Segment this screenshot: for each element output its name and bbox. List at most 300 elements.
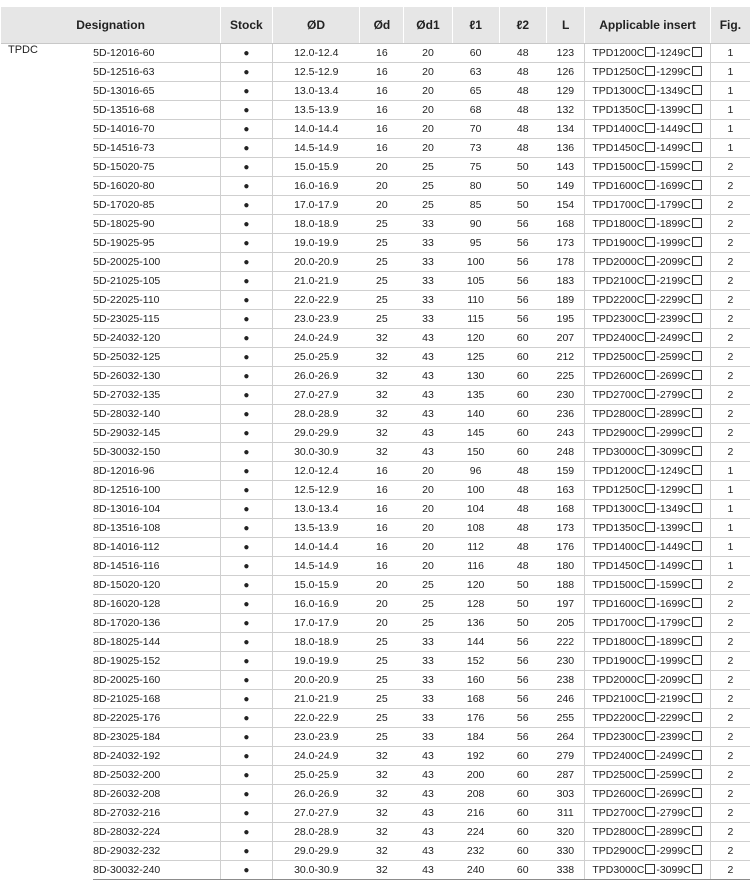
insert-grade-placeholder-icon (645, 598, 655, 608)
stock-indicator: ● (221, 557, 272, 576)
applicable-insert-cell (585, 633, 710, 652)
bore-diameter-cell: 20.0-20.9 (272, 671, 360, 690)
bore-diameter-cell: 14.0-14.4 (272, 538, 360, 557)
insert-code-start: TPD2800C (592, 826, 645, 838)
insert-code-end: -1899C (656, 218, 691, 230)
overall-length-cell: 134 (546, 120, 585, 139)
designation-cell: 8D-14516-116 (93, 557, 221, 576)
bore-diameter-cell: 14.5-14.9 (272, 557, 360, 576)
insert-grade-placeholder-icon (645, 617, 655, 627)
table-row (1, 348, 750, 367)
designation-cell: 8D-25032-200 (93, 766, 221, 785)
designation-cell: 5D-25032-125 (93, 348, 221, 367)
designation-cell: 8D-18025-144 (93, 633, 221, 652)
overall-length-cell: 183 (546, 272, 585, 291)
length-l1-cell: 216 (452, 804, 499, 823)
applicable-insert-cell (585, 120, 710, 139)
designation-cell: 5D-21025-105 (93, 272, 221, 291)
overall-length-cell: 132 (546, 101, 585, 120)
table-row (1, 557, 750, 576)
neck-diameter-cell: 33 (404, 728, 452, 747)
header-designation: Designation (1, 7, 221, 44)
length-l1-cell: 224 (452, 823, 499, 842)
shank-diameter-cell: 20 (360, 614, 404, 633)
neck-diameter-cell: 20 (404, 44, 452, 63)
bore-diameter-cell: 15.0-15.9 (272, 158, 360, 177)
overall-length-cell: 168 (546, 215, 585, 234)
header-length-l2: ℓ2 (499, 7, 546, 44)
stock-indicator: ● (221, 177, 272, 196)
insert-code-end: -1449C (656, 541, 691, 553)
stock-indicator: ● (221, 310, 272, 329)
insert-code-end: -1599C (656, 579, 691, 591)
insert-grade-placeholder-icon (645, 788, 655, 798)
insert-grade-placeholder-icon (645, 275, 655, 285)
insert-grade-placeholder-icon (692, 199, 702, 209)
neck-diameter-cell: 20 (404, 120, 452, 139)
length-l2-cell: 48 (499, 101, 546, 120)
stock-indicator: ● (221, 158, 272, 177)
designation-cell: 8D-30032-240 (93, 861, 221, 880)
overall-length-cell: 143 (546, 158, 585, 177)
table-row (1, 785, 750, 804)
figure-cell: 2 (710, 785, 750, 804)
insert-grade-placeholder-icon (692, 389, 702, 399)
designation-cell: 5D-14516-73 (93, 139, 221, 158)
insert-code-end: -2699C (656, 788, 691, 800)
shank-diameter-cell: 25 (360, 709, 404, 728)
insert-code-start: TPD2600C (592, 370, 645, 382)
applicable-insert-cell (585, 595, 710, 614)
insert-code-start: TPD1900C (592, 655, 645, 667)
insert-code-end: -2799C (656, 389, 691, 401)
stock-indicator: ● (221, 443, 272, 462)
insert-code-end: -1349C (656, 85, 691, 97)
figure-cell: 1 (710, 139, 750, 158)
stock-indicator: ● (221, 633, 272, 652)
neck-diameter-cell: 33 (404, 234, 452, 253)
figure-cell: 2 (710, 329, 750, 348)
stock-indicator: ● (221, 538, 272, 557)
figure-cell: 1 (710, 120, 750, 139)
overall-length-cell: 126 (546, 63, 585, 82)
length-l2-cell: 60 (499, 386, 546, 405)
length-l1-cell: 96 (452, 462, 499, 481)
header-length-l1: ℓ1 (452, 7, 499, 44)
figure-cell: 2 (710, 158, 750, 177)
stock-indicator: ● (221, 728, 272, 747)
table-row (1, 709, 750, 728)
length-l1-cell: 68 (452, 101, 499, 120)
bore-diameter-cell: 13.0-13.4 (272, 82, 360, 101)
length-l2-cell: 56 (499, 272, 546, 291)
shank-diameter-cell: 32 (360, 367, 404, 386)
overall-length-cell: 255 (546, 709, 585, 728)
insert-code-start: TPD1500C (592, 161, 645, 173)
designation-cell: 5D-24032-120 (93, 329, 221, 348)
table-row (1, 538, 750, 557)
insert-grade-placeholder-icon (692, 864, 702, 874)
header-overall-length: L (546, 7, 585, 44)
shank-diameter-cell: 16 (360, 519, 404, 538)
shank-diameter-cell: 32 (360, 842, 404, 861)
length-l2-cell: 56 (499, 234, 546, 253)
stock-indicator: ● (221, 215, 272, 234)
overall-length-cell: 178 (546, 253, 585, 272)
designation-cell: 8D-28032-224 (93, 823, 221, 842)
length-l1-cell: 90 (452, 215, 499, 234)
length-l2-cell: 60 (499, 747, 546, 766)
designation-cell: 5D-17020-85 (93, 196, 221, 215)
figure-cell: 2 (710, 576, 750, 595)
shank-diameter-cell: 32 (360, 443, 404, 462)
insert-code-start: TPD1800C (592, 636, 645, 648)
table-row (1, 44, 750, 63)
figure-cell: 2 (710, 234, 750, 253)
table-row (1, 861, 750, 880)
overall-length-cell: 330 (546, 842, 585, 861)
bore-diameter-cell: 24.0-24.9 (272, 747, 360, 766)
figure-cell: 1 (710, 500, 750, 519)
insert-code-start: TPD2100C (592, 275, 645, 287)
stock-indicator: ● (221, 766, 272, 785)
neck-diameter-cell: 25 (404, 614, 452, 633)
insert-code-end: -1299C (656, 66, 691, 78)
figure-cell: 1 (710, 63, 750, 82)
neck-diameter-cell: 43 (404, 785, 452, 804)
applicable-insert-cell (585, 462, 710, 481)
insert-code-start: TPD3000C (592, 446, 645, 458)
overall-length-cell: 188 (546, 576, 585, 595)
overall-length-cell: 195 (546, 310, 585, 329)
insert-grade-placeholder-icon (645, 636, 655, 646)
insert-code-start: TPD1600C (592, 598, 645, 610)
overall-length-cell: 230 (546, 386, 585, 405)
insert-code-end: -1399C (656, 522, 691, 534)
shank-diameter-cell: 16 (360, 481, 404, 500)
insert-code-end: -1999C (656, 655, 691, 667)
length-l2-cell: 60 (499, 405, 546, 424)
insert-grade-placeholder-icon (645, 313, 655, 323)
header-neck-diameter: Ød1 (404, 7, 452, 44)
stock-indicator: ● (221, 614, 272, 633)
bore-diameter-cell: 15.0-15.9 (272, 576, 360, 595)
insert-grade-placeholder-icon (645, 237, 655, 247)
stock-indicator: ● (221, 519, 272, 538)
length-l2-cell: 60 (499, 348, 546, 367)
applicable-insert-cell (585, 291, 710, 310)
length-l2-cell: 56 (499, 215, 546, 234)
applicable-insert-cell (585, 101, 710, 120)
insert-grade-placeholder-icon (692, 104, 702, 114)
insert-grade-placeholder-icon (645, 256, 655, 266)
insert-grade-placeholder-icon (692, 845, 702, 855)
neck-diameter-cell: 20 (404, 557, 452, 576)
neck-diameter-cell: 20 (404, 538, 452, 557)
shank-diameter-cell: 32 (360, 747, 404, 766)
figure-cell: 1 (710, 481, 750, 500)
applicable-insert-cell (585, 424, 710, 443)
designation-cell: 8D-12016-96 (93, 462, 221, 481)
length-l2-cell: 60 (499, 443, 546, 462)
shank-diameter-cell: 32 (360, 424, 404, 443)
table-row (1, 766, 750, 785)
figure-cell: 2 (710, 348, 750, 367)
table-row (1, 177, 750, 196)
applicable-insert-cell (585, 82, 710, 101)
stock-indicator: ● (221, 652, 272, 671)
insert-grade-placeholder-icon (645, 864, 655, 874)
length-l2-cell: 50 (499, 614, 546, 633)
insert-grade-placeholder-icon (692, 427, 702, 437)
length-l1-cell: 128 (452, 595, 499, 614)
length-l2-cell: 60 (499, 804, 546, 823)
length-l2-cell: 60 (499, 785, 546, 804)
insert-grade-placeholder-icon (692, 161, 702, 171)
figure-cell: 2 (710, 177, 750, 196)
table-row (1, 747, 750, 766)
neck-diameter-cell: 25 (404, 595, 452, 614)
table-row (1, 139, 750, 158)
neck-diameter-cell: 43 (404, 747, 452, 766)
header-shank-diameter: Ød (360, 7, 404, 44)
table-row (1, 234, 750, 253)
bore-diameter-cell: 21.0-21.9 (272, 690, 360, 709)
insert-grade-placeholder-icon (645, 104, 655, 114)
insert-code-end: -2999C (656, 845, 691, 857)
insert-grade-placeholder-icon (645, 199, 655, 209)
insert-code-end: -2799C (656, 807, 691, 819)
length-l1-cell: 125 (452, 348, 499, 367)
overall-length-cell: 173 (546, 234, 585, 253)
table-row (1, 196, 750, 215)
overall-length-cell: 279 (546, 747, 585, 766)
neck-diameter-cell: 43 (404, 329, 452, 348)
insert-code-end: -2099C (656, 674, 691, 686)
insert-code-start: TPD1350C (592, 522, 645, 534)
insert-grade-placeholder-icon (645, 655, 655, 665)
length-l2-cell: 60 (499, 424, 546, 443)
applicable-insert-cell (585, 253, 710, 272)
length-l2-cell: 60 (499, 766, 546, 785)
table-row (1, 310, 750, 329)
overall-length-cell: 197 (546, 595, 585, 614)
table-row (1, 652, 750, 671)
length-l1-cell: 145 (452, 424, 499, 443)
figure-cell: 2 (710, 367, 750, 386)
neck-diameter-cell: 43 (404, 804, 452, 823)
applicable-insert-cell (585, 196, 710, 215)
shank-diameter-cell: 16 (360, 462, 404, 481)
figure-cell: 2 (710, 291, 750, 310)
neck-diameter-cell: 20 (404, 101, 452, 120)
insert-grade-placeholder-icon (645, 674, 655, 684)
length-l1-cell: 115 (452, 310, 499, 329)
length-l1-cell: 80 (452, 177, 499, 196)
header-applicable-insert: Applicable insert (585, 7, 710, 44)
insert-grade-placeholder-icon (692, 693, 702, 703)
insert-code-start: TPD2500C (592, 351, 645, 363)
insert-grade-placeholder-icon (692, 788, 702, 798)
table-row (1, 595, 750, 614)
figure-cell: 2 (710, 747, 750, 766)
shank-diameter-cell: 25 (360, 671, 404, 690)
table-row (1, 291, 750, 310)
insert-grade-placeholder-icon (645, 351, 655, 361)
neck-diameter-cell: 43 (404, 443, 452, 462)
length-l1-cell: 65 (452, 82, 499, 101)
insert-grade-placeholder-icon (692, 560, 702, 570)
insert-code-start: TPD1300C (592, 85, 645, 97)
length-l1-cell: 104 (452, 500, 499, 519)
header-figure: Fig. (710, 7, 750, 44)
length-l2-cell: 48 (499, 44, 546, 63)
applicable-insert-cell (585, 139, 710, 158)
shank-diameter-cell: 16 (360, 101, 404, 120)
neck-diameter-cell: 33 (404, 671, 452, 690)
designation-cell: 5D-16020-80 (93, 177, 221, 196)
table-row (1, 158, 750, 177)
neck-diameter-cell: 43 (404, 405, 452, 424)
overall-length-cell: 189 (546, 291, 585, 310)
table-header-row (1, 7, 750, 44)
designation-cell: 5D-18025-90 (93, 215, 221, 234)
length-l1-cell: 120 (452, 329, 499, 348)
bore-diameter-cell: 13.5-13.9 (272, 519, 360, 538)
length-l1-cell: 108 (452, 519, 499, 538)
neck-diameter-cell: 20 (404, 462, 452, 481)
insert-code-end: -1299C (656, 484, 691, 496)
insert-code-start: TPD1600C (592, 180, 645, 192)
length-l1-cell: 95 (452, 234, 499, 253)
bore-diameter-cell: 14.0-14.4 (272, 120, 360, 139)
insert-code-end: -2299C (656, 712, 691, 724)
insert-code-start: TPD1300C (592, 503, 645, 515)
bore-diameter-cell: 14.5-14.9 (272, 139, 360, 158)
insert-grade-placeholder-icon (692, 123, 702, 133)
insert-grade-placeholder-icon (645, 522, 655, 532)
designation-cell: 5D-14016-70 (93, 120, 221, 139)
applicable-insert-cell (585, 310, 710, 329)
stock-indicator: ● (221, 329, 272, 348)
neck-diameter-cell: 43 (404, 367, 452, 386)
shank-diameter-cell: 20 (360, 196, 404, 215)
stock-indicator: ● (221, 842, 272, 861)
length-l2-cell: 56 (499, 291, 546, 310)
length-l1-cell: 105 (452, 272, 499, 291)
shank-diameter-cell: 20 (360, 576, 404, 595)
length-l1-cell: 136 (452, 614, 499, 633)
stock-indicator: ● (221, 424, 272, 443)
insert-grade-placeholder-icon (692, 465, 702, 475)
neck-diameter-cell: 20 (404, 139, 452, 158)
table-row (1, 481, 750, 500)
stock-indicator: ● (221, 367, 272, 386)
shank-diameter-cell: 25 (360, 633, 404, 652)
applicable-insert-cell (585, 538, 710, 557)
insert-grade-placeholder-icon (645, 484, 655, 494)
applicable-insert-cell (585, 766, 710, 785)
designation-cell: 8D-27032-216 (93, 804, 221, 823)
bore-diameter-cell: 22.0-22.9 (272, 709, 360, 728)
designation-cell: 8D-22025-176 (93, 709, 221, 728)
insert-grade-placeholder-icon (645, 408, 655, 418)
shank-diameter-cell: 25 (360, 728, 404, 747)
shank-diameter-cell: 16 (360, 63, 404, 82)
designation-cell: 5D-28032-140 (93, 405, 221, 424)
overall-length-cell: 123 (546, 44, 585, 63)
insert-code-end: -2199C (656, 275, 691, 287)
shank-diameter-cell: 32 (360, 861, 404, 880)
applicable-insert-cell (585, 348, 710, 367)
shank-diameter-cell: 25 (360, 215, 404, 234)
applicable-insert-cell (585, 215, 710, 234)
neck-diameter-cell: 25 (404, 576, 452, 595)
insert-code-end: -1499C (656, 142, 691, 154)
applicable-insert-cell (585, 367, 710, 386)
applicable-insert-cell (585, 519, 710, 538)
neck-diameter-cell: 43 (404, 823, 452, 842)
bore-diameter-cell: 30.0-30.9 (272, 861, 360, 880)
overall-length-cell: 225 (546, 367, 585, 386)
overall-length-cell: 264 (546, 728, 585, 747)
shank-diameter-cell: 25 (360, 291, 404, 310)
designation-cell: 5D-29032-145 (93, 424, 221, 443)
figure-cell: 2 (710, 196, 750, 215)
designation-cell: 8D-26032-208 (93, 785, 221, 804)
bore-diameter-cell: 25.0-25.9 (272, 348, 360, 367)
shank-diameter-cell: 16 (360, 120, 404, 139)
bore-diameter-cell: 13.0-13.4 (272, 500, 360, 519)
applicable-insert-cell (585, 785, 710, 804)
table-row (1, 842, 750, 861)
insert-grade-placeholder-icon (645, 161, 655, 171)
length-l2-cell: 48 (499, 82, 546, 101)
stock-indicator: ● (221, 139, 272, 158)
designation-cell: 8D-23025-184 (93, 728, 221, 747)
length-l2-cell: 56 (499, 310, 546, 329)
table-body (1, 44, 750, 880)
stock-indicator: ● (221, 253, 272, 272)
applicable-insert-cell (585, 481, 710, 500)
insert-code-start: TPD2900C (592, 845, 645, 857)
table-row (1, 120, 750, 139)
designation-cell: 8D-12516-100 (93, 481, 221, 500)
stock-indicator: ● (221, 272, 272, 291)
figure-cell: 2 (710, 690, 750, 709)
shank-diameter-cell: 32 (360, 785, 404, 804)
applicable-insert-cell (585, 671, 710, 690)
applicable-insert-cell (585, 861, 710, 880)
insert-grade-placeholder-icon (645, 389, 655, 399)
neck-diameter-cell: 20 (404, 63, 452, 82)
shank-diameter-cell: 32 (360, 348, 404, 367)
bore-diameter-cell: 12.5-12.9 (272, 63, 360, 82)
designation-cell: 8D-19025-152 (93, 652, 221, 671)
neck-diameter-cell: 33 (404, 709, 452, 728)
length-l1-cell: 130 (452, 367, 499, 386)
shank-diameter-cell: 20 (360, 177, 404, 196)
insert-grade-placeholder-icon (692, 294, 702, 304)
overall-length-cell: 180 (546, 557, 585, 576)
designation-cell: 5D-30032-150 (93, 443, 221, 462)
bore-diameter-cell: 28.0-28.9 (272, 405, 360, 424)
bore-diameter-cell: 18.0-18.9 (272, 215, 360, 234)
shank-diameter-cell: 16 (360, 500, 404, 519)
applicable-insert-cell (585, 386, 710, 405)
bore-diameter-cell: 29.0-29.9 (272, 842, 360, 861)
bore-diameter-cell: 23.0-23.9 (272, 728, 360, 747)
